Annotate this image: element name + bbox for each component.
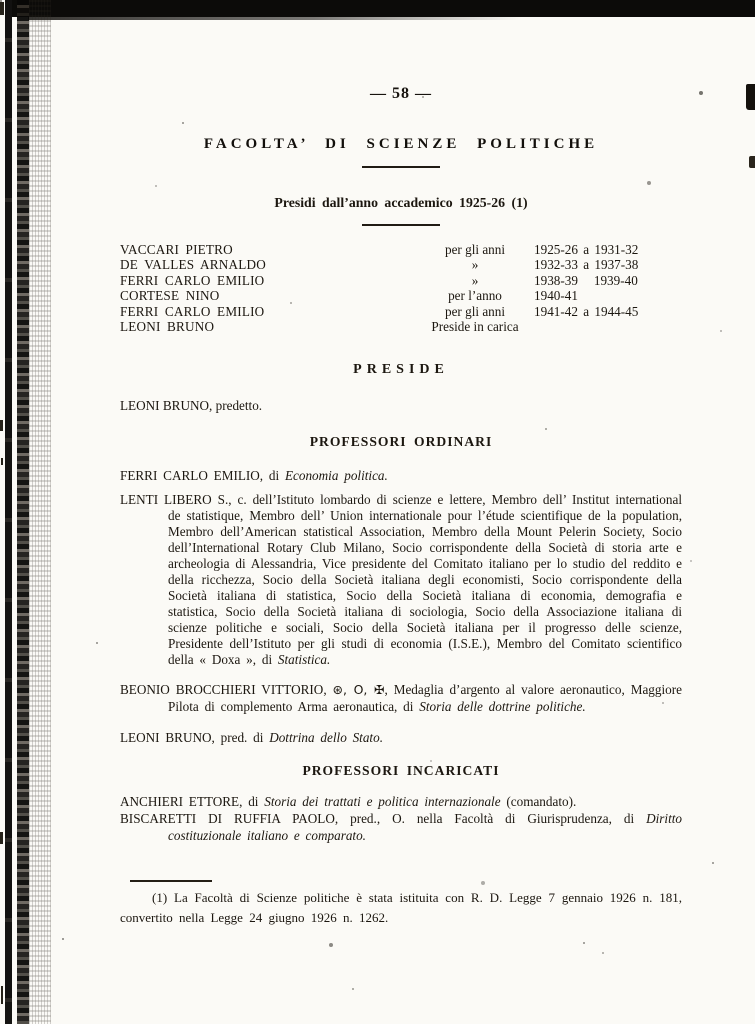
years-range: 1932-33 a 1937-38 xyxy=(534,257,639,273)
scan-binding-bar-outer xyxy=(5,0,12,1024)
entry-text: BEONIO BROCCHIERI VITTORIO, xyxy=(120,682,333,698)
preside-entry: LEONI BRUNO, predetto. xyxy=(120,398,263,414)
scan-right-edge-mark xyxy=(749,156,755,168)
scan-binding-bar-inner xyxy=(17,0,29,1024)
entry-text: , Medaglia d’argento al valore aeronautico, Maggiore Pilota di complemento Arma aeronautica, di xyxy=(168,682,682,714)
scan-edge-mark xyxy=(0,420,3,431)
years-range: 1925-26 a 1931-32 xyxy=(534,242,639,257)
presidi-subtitle: Presidi dall’anno accademico 1925-26 (1) xyxy=(274,195,528,210)
subject-italic: Statistica. xyxy=(277,652,331,668)
presidi-row xyxy=(120,273,682,288)
preside-name: FERRI CARLO EMILIO xyxy=(120,272,265,288)
subject-italic: Diritto costituzionale italiano e comparato. xyxy=(168,811,682,844)
professor-entry-biscaretti xyxy=(120,810,682,844)
professor-entry-lenti xyxy=(120,492,682,668)
period-label: » xyxy=(471,257,479,273)
preside-heading: PRESIDE xyxy=(353,362,449,378)
period-label: » xyxy=(471,272,479,288)
subject-italic: Economia politica. xyxy=(284,468,388,484)
scan-edge-mark xyxy=(0,832,3,844)
period-label: per l’anno xyxy=(448,288,502,304)
footnote-rule xyxy=(130,880,212,882)
entry-text: BISCARETTI DI RUFFIA PAOLO, pred., O. nella Facoltà di Giurisprudenza, di xyxy=(120,811,647,827)
professor-entry-anchieri xyxy=(120,793,682,810)
presidi-row xyxy=(120,288,682,303)
professor-entry-ferri xyxy=(120,468,682,484)
presidi-row xyxy=(120,242,682,257)
subject-italic: Storia dei trattati e politica internazionale xyxy=(264,794,501,810)
scan-edge-mark xyxy=(0,2,4,15)
preside-name: VACCARI PIETRO xyxy=(120,242,233,257)
scan-binding-noise-band xyxy=(29,0,51,1024)
scan-speck-layer xyxy=(0,0,2,2)
title-rule xyxy=(362,166,440,168)
footnote-text: (1) La Facoltà di Scienze politiche è stata istituita con R. D. Legge 7 gennaio 1926 n. 181, convertito nella Legge 24 giugno 1926 n. 1262. xyxy=(120,890,682,925)
scan-edge-mark xyxy=(1,986,3,1004)
years-range: 1938-39 1939-40 xyxy=(534,272,638,288)
subject-italic: Dottrina dello Stato. xyxy=(269,730,383,746)
preside-name: LEONI BRUNO xyxy=(120,319,215,335)
period-label: per gli anni xyxy=(444,242,506,257)
presidi-list xyxy=(120,242,682,334)
presidi-row xyxy=(120,319,682,334)
page-body xyxy=(120,0,682,927)
page-number: — 58 — xyxy=(370,85,432,102)
incaricati-heading: PROFESSORI INCARICATI xyxy=(302,763,500,779)
scan-edge-mark xyxy=(1,458,3,465)
scan-right-edge-mark xyxy=(746,84,755,110)
subject-italic: Storia delle dottrine politiche. xyxy=(419,698,586,714)
professor-entry-beonio xyxy=(120,682,682,715)
entry-text: LEONI BRUNO, pred. di xyxy=(120,730,270,746)
entry-text: LENTI LIBERO S., c. dell’Istituto lombardo di scienze e lettere, Membro dell’ Institut international de statistique, Membro dell’ Union internationale pour l’étude scientifique de la population, Membro dell’American statistical Association, Membro della Mount Pelerin Society, Socio dell’International Rotary Club Milano, Socio corrispondente della Società di storia arte e archeologia di Alessandria, Vice presidente del Comitato italiano per lo studio del reddito e della ricchezza, Socio della Società italiana degli economisti, Socio corrispondente della Società italiana di statistica, Socio della Società italiana di economia, demografia e statistica, Socio della Società italiana di sociologia, Socio della Associazione italiana di scienze politiche e sociali, Socio della Società italiana per il progresso delle scienze, Presidente dell’Istituto per gli studi di economia (I.S.E.), Membro del Comitato scientifico della « Doxa », di xyxy=(120,492,682,668)
presidi-row xyxy=(120,304,682,319)
years-range xyxy=(534,319,682,334)
decoration-symbols: ⊛, O, ✠ xyxy=(332,682,385,698)
period-label: per gli anni xyxy=(444,303,506,319)
preside-name: CORTESE NINO xyxy=(120,288,220,304)
ordinari-heading: PROFESSORI ORDINARI xyxy=(309,434,493,450)
page-title: FACOLTA’ DI SCIENZE POLITICHE xyxy=(203,136,599,152)
subtitle-rule xyxy=(362,224,440,226)
period-label: Preside in carica xyxy=(431,319,519,335)
entry-text: (comandato). xyxy=(500,794,577,810)
preside-name: DE VALLES ARNALDO xyxy=(120,257,266,273)
preside-name: FERRI CARLO EMILIO xyxy=(120,303,265,319)
professor-entry-leoni xyxy=(120,730,682,746)
entry-text: ANCHIERI ETTORE, di xyxy=(120,794,265,810)
presidi-row xyxy=(120,257,682,272)
entry-text: FERRI CARLO EMILIO, di xyxy=(120,468,285,484)
years-range: 1940-41 xyxy=(534,288,578,304)
years-range: 1941-42 a 1944-45 xyxy=(534,303,639,319)
